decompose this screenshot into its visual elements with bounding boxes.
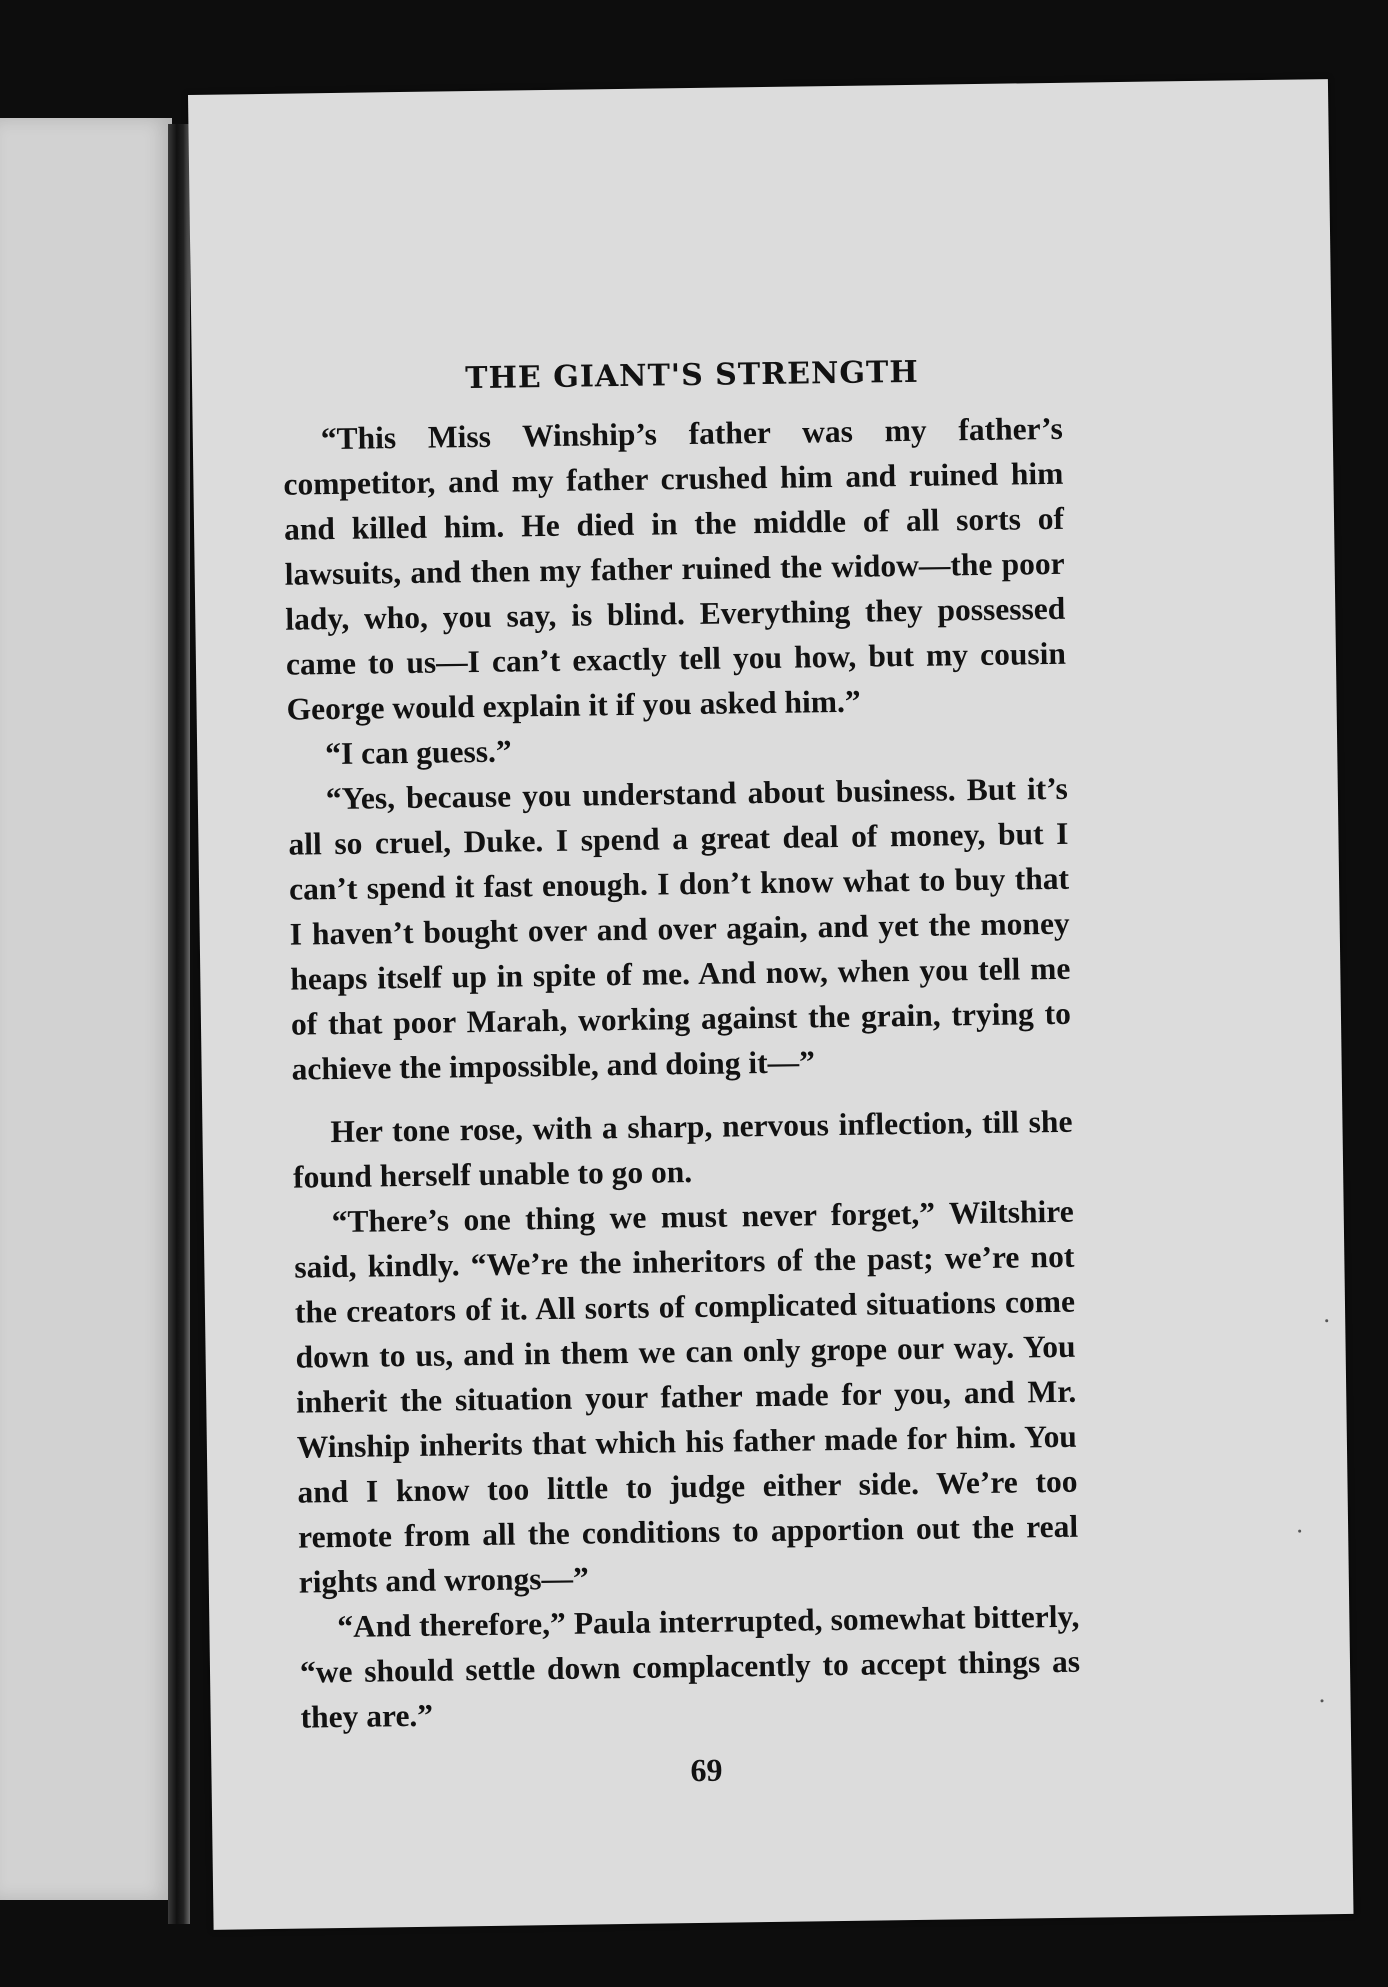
left-facing-page [0, 118, 172, 1900]
paragraph-1: “This Miss Winship’s father was my father’s competitor, and my father crushed him and ruined him and killed him. He died in the middle of all sorts of lawsuits, and then my father ruined the widow—the poor lady, who, you say, is blind. Everything they possessed came to us—I can’t exactly tell you how, but my cousin George would explain it if you asked him.” [283, 410, 1067, 727]
paragraph-5: “There’s one thing we must never forget,” Wiltshire said, kindly. “We’re the inheritors of the past; we’re not the creators of it. All sorts of complicated situations come down to us, and in them we can only grope our way. You inherit the situation your father made for you, and Mr. Winship inherits that which his father made for him. You and I know too little to judge either side. We’re too remote from all the conditions to apportion out the real rights and wrongs—” [294, 1193, 1079, 1600]
paragraph-2: “I can guess.” [324, 733, 512, 772]
page-number: 69 [690, 1751, 723, 1789]
running-head: THE GIANT'S STRENGTH [465, 354, 919, 397]
page-content [282, 353, 1082, 1795]
paragraph-3: “Yes, because you understand about business. But it’s all so cruel, Duke. I spend a great deal of money, but I can’t spend it fast enough. I don’t know what to buy that I haven’t bought over and over again, and yet the money heaps itself up in spite of me. And now, when you tell me of that poor Marah, working against the grain, trying to achieve the impossible, and doing it—” [288, 770, 1072, 1087]
paragraph-6: “And therefore,” Paula interrupted, somewhat bitterly, “we should settle down complacently to accept things as they are.” [299, 1598, 1081, 1735]
scan-speck [1321, 1699, 1324, 1702]
scan-speck [1325, 1319, 1328, 1322]
paragraph-4: Her tone rose, with a sharp, nervous inflection, till she found herself unable to go on. [292, 1103, 1073, 1195]
book-gutter [168, 124, 190, 1924]
book-page [188, 79, 1354, 1930]
scan-speck [1298, 1530, 1301, 1533]
